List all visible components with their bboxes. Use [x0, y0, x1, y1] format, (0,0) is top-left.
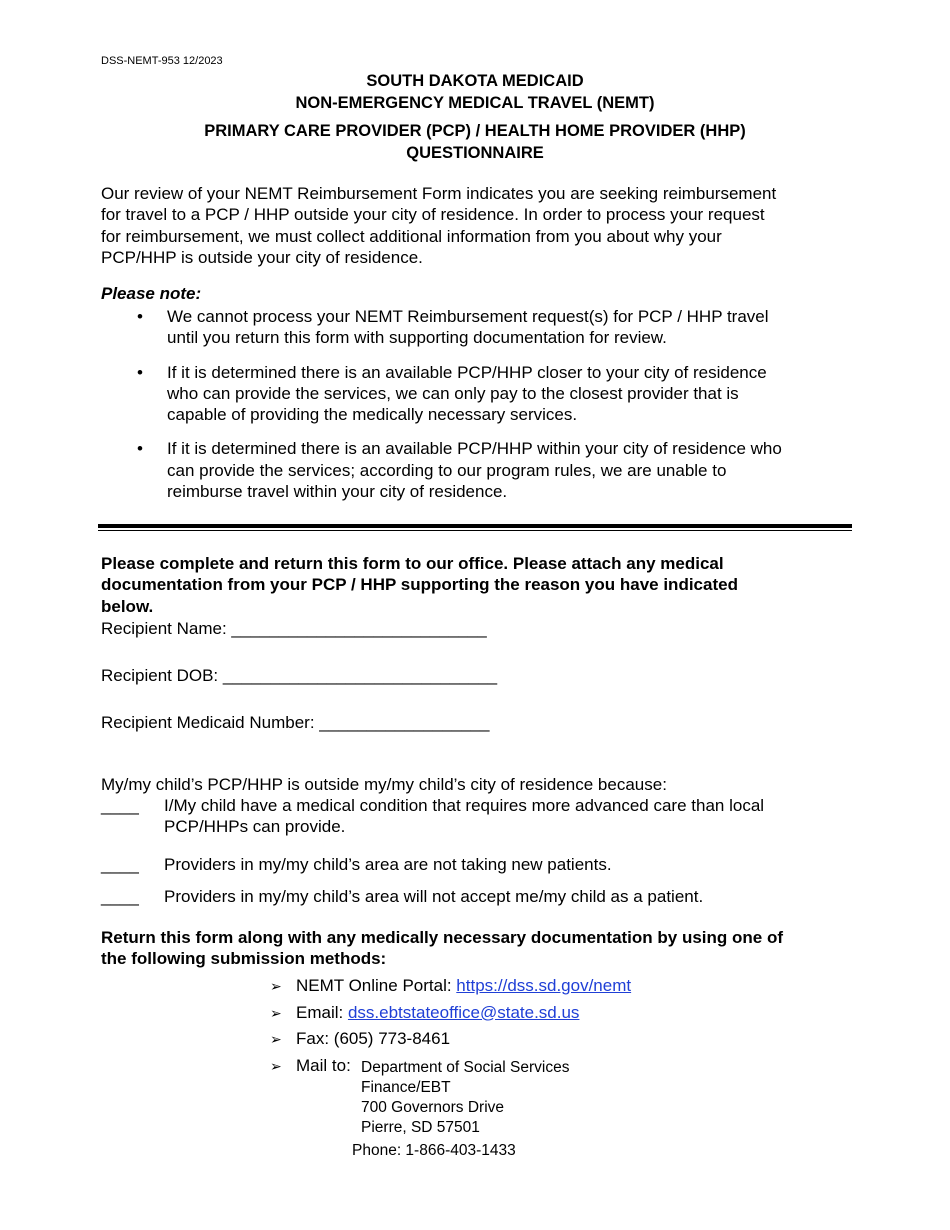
- instructions-line: below.: [101, 596, 154, 616]
- intro-line: for reimbursement, we must collect additional information from you about why your: [101, 226, 722, 246]
- bullet-line: can provide the services; according to our program rules, we are unable to: [167, 460, 727, 480]
- title-line-2: NON-EMERGENCY MEDICAL TRAVEL (NEMT): [295, 94, 655, 112]
- email-label: Email:: [296, 1002, 348, 1022]
- arrow-bullet-icon: ➢: [270, 1031, 282, 1047]
- bullet-icon: •: [137, 439, 143, 459]
- bullet-line: If it is determined there is an available PCP/HHP closer to your city of residence: [167, 362, 767, 382]
- reason-text: [164, 886, 844, 907]
- instructions-paragraph: [101, 553, 821, 617]
- arrow-bullet-icon: ➢: [270, 1004, 282, 1021]
- subtitle-line-1: PRIMARY CARE PROVIDER (PCP) / HEALTH HOME PROVIDER (HHP): [204, 122, 746, 140]
- reason-checkbox-blank[interactable]: ____: [101, 855, 139, 874]
- return-instructions: [101, 927, 861, 970]
- bullet-line: We cannot process your NEMT Reimbursement request(s) for PCP / HHP travel: [167, 307, 769, 326]
- reason-text: [164, 854, 844, 875]
- method-text: [296, 975, 631, 996]
- bullet-icon: •: [137, 362, 143, 382]
- section-divider-thick: [98, 524, 852, 528]
- note-bullet-item: [137, 438, 857, 502]
- reason-checkbox-blank[interactable]: ____: [101, 796, 139, 815]
- mail-address-line: Pierre, SD 57501: [361, 1118, 480, 1136]
- note-bullet-list: [137, 306, 857, 515]
- reason-line: Providers in my/my child’s area are not taking new patients.: [164, 855, 612, 874]
- note-bullet-item: [137, 362, 857, 426]
- mail-address: [361, 1058, 569, 1138]
- subtitle-line-2: QUESTIONNAIRE: [406, 144, 544, 162]
- intro-line: Our review of your NEMT Reimbursement Form indicates you are seeking reimbursement: [101, 184, 777, 203]
- fax-text: Fax: (605) 773-8461: [296, 1029, 451, 1048]
- intro-paragraph: [101, 183, 861, 268]
- method-mail: [270, 1055, 790, 1136]
- portal-label: NEMT Online Portal:: [296, 976, 457, 995]
- section-divider-thin: [98, 530, 852, 531]
- portal-link[interactable]: https://dss.sd.gov/nemt: [456, 976, 632, 995]
- recipient-dob-field[interactable]: Recipient DOB: _____________________________: [101, 666, 498, 685]
- reason-checkbox-blank[interactable]: ____: [101, 887, 139, 906]
- return-line: Return this form along with any medically necessary documentation by using one of: [101, 928, 784, 947]
- method-text: [296, 1002, 579, 1023]
- reason-lead-text: My/my child’s PCP/HHP is outside my/my child’s city of residence because:: [101, 775, 667, 794]
- title-line-1: SOUTH DAKOTA MEDICAID: [366, 72, 584, 90]
- form-title: [0, 70, 950, 114]
- method-email: [270, 1002, 790, 1029]
- intro-line: PCP/HHP is outside your city of residence.: [101, 247, 423, 267]
- bullet-icon: •: [137, 307, 143, 326]
- mail-address-line: 700 Governors Drive: [361, 1098, 505, 1116]
- instructions-line: documentation from your PCP / HHP supporting the reason you have indicated: [101, 575, 738, 595]
- note-bullet-item: [137, 306, 857, 349]
- form-id: DSS-NEMT-953 12/2023: [101, 55, 223, 67]
- recipient-name-field[interactable]: Recipient Name: ___________________________: [101, 619, 487, 638]
- bullet-line: who can provide the services, we can only pay to the closest provider that is: [167, 383, 739, 403]
- bullet-line: reimburse travel within your city of residence.: [167, 482, 508, 502]
- form-subtitle: [0, 120, 950, 164]
- intro-line: for travel to a PCP / HHP outside your city of residence. In order to process your request: [101, 205, 765, 225]
- mail-address-line: Finance/EBT: [361, 1078, 451, 1096]
- bullet-line: capable of providing the medically necessary services.: [167, 405, 578, 425]
- reason-line: Providers in my/my child’s area will not accept me/my child as a patient.: [164, 887, 704, 906]
- reason-line: PCP/HHPs can provide.: [164, 817, 346, 837]
- reason-line: I/My child have a medical condition that requires more advanced care than local: [164, 796, 765, 815]
- mail-label: Mail to:: [296, 1055, 351, 1075]
- bullet-line: until you return this form with supporting documentation for review.: [167, 328, 667, 348]
- note-heading: Please note:: [101, 284, 202, 303]
- submission-methods-list: [270, 975, 790, 1136]
- mail-address-line: Department of Social Services: [361, 1058, 570, 1076]
- phone-number: Phone: 1-866-403-1433: [352, 1142, 516, 1159]
- email-link[interactable]: dss.ebtstateoffice@state.sd.us: [347, 1002, 580, 1022]
- recipient-medicaid-number-field[interactable]: Recipient Medicaid Number: __________________: [101, 713, 490, 732]
- bullet-line: If it is determined there is an available PCP/HHP within your city of residence who: [167, 439, 782, 459]
- method-portal: [270, 975, 790, 1002]
- method-fax: [270, 1028, 790, 1055]
- reason-text: [164, 795, 844, 838]
- return-line: the following submission methods:: [101, 949, 387, 969]
- instructions-line: Please complete and return this form to our office. Please attach any medical: [101, 554, 724, 573]
- arrow-bullet-icon: ➢: [270, 978, 282, 994]
- arrow-bullet-icon: ➢: [270, 1057, 282, 1074]
